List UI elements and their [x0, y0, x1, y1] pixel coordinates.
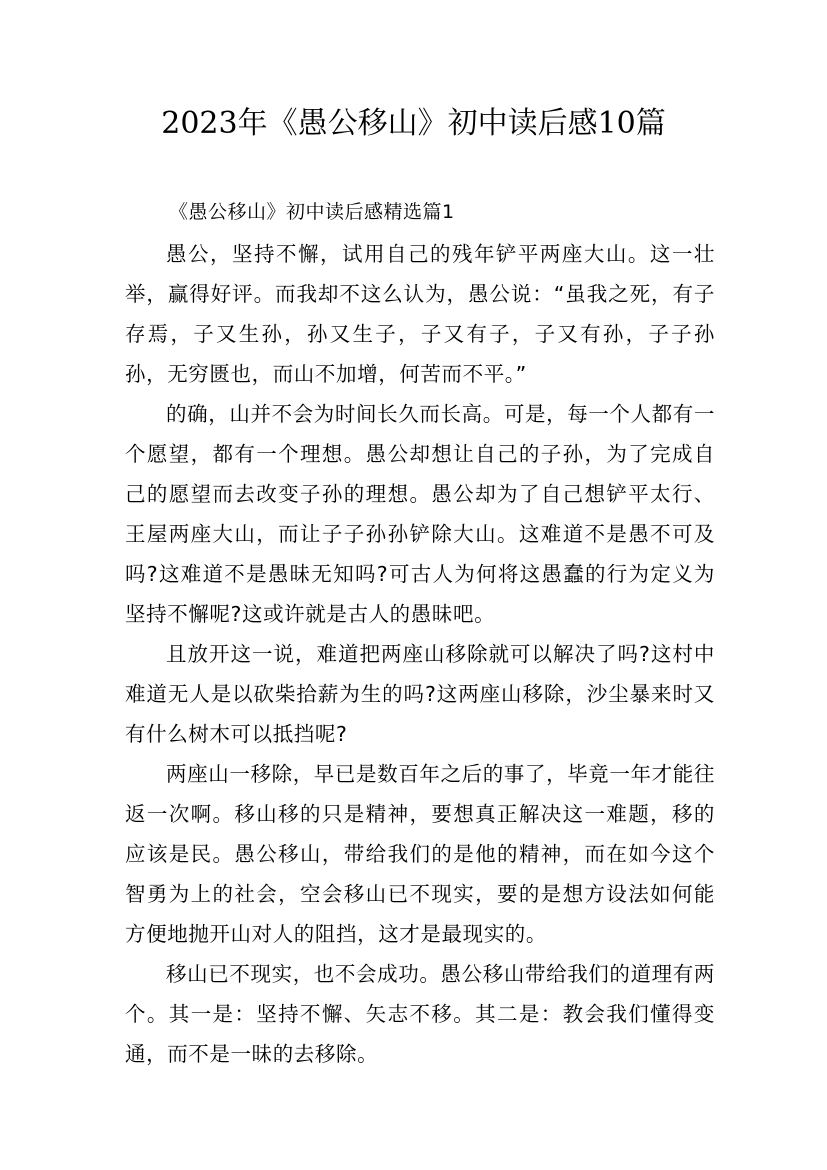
paragraph-2: 的确，山并不会为时间长久而长高。可是，每一个人都有一个愿望，都有一个理想。愚公却想让自己的子孙，为了完成自己的愿望而去改变子孙的理想。愚公却为了自己想铲平太行、王屋两座大山，而让子子孙孙铲除大山。这难道不是愚不可及吗?这难道不是愚昧无知吗?可古人为何将这愚蠢的行为定义为坚持不懈呢?这或许就是古人的愚昧吧。: [125, 402, 715, 626]
paragraph-1: 愚公，坚持不懈，试用自己的残年铲平两座大山。这一壮举，赢得好评。而我却不这么认为，愚公说：“虽我之死，有子存焉，子又生孙，孙又生子，子又有子，子又有孙，子子孙孙，无穷匮也，而山不加增，何苦而不平。”: [125, 242, 715, 386]
document-title: 2023年《愚公移山》初中读后感10篇: [161, 106, 666, 141]
paragraph-5: 移山已不现实，也不会成功。愚公移山带给我们的道理有两个。其一是：坚持不懈、矢志不移。其二是：教会我们懂得变通，而不是一昧的去移除。: [125, 962, 715, 1066]
paragraph-3: 且放开这一说，难道把两座山移除就可以解决了吗?这村中难道无人是以砍柴拾薪为生的吗?这两座山移除，沙尘暴来时又有什么树木可以抵挡呢?: [125, 642, 715, 746]
paragraph-4: 两座山一移除，早已是数百年之后的事了，毕竟一年才能往返一次啊。移山移的只是精神，要想真正解决这一难题，移的应该是民。愚公移山，带给我们的是他的精神，而在如今这个智勇为上的社会，空会移山已不现实，要的是想方设法如何能方便地抛开山对人的阻挡，这才是最现实的。: [125, 762, 715, 946]
section-heading: 《愚公移山》初中读后感精选篇1: [169, 201, 455, 223]
document-body: [125, 190, 715, 1074]
